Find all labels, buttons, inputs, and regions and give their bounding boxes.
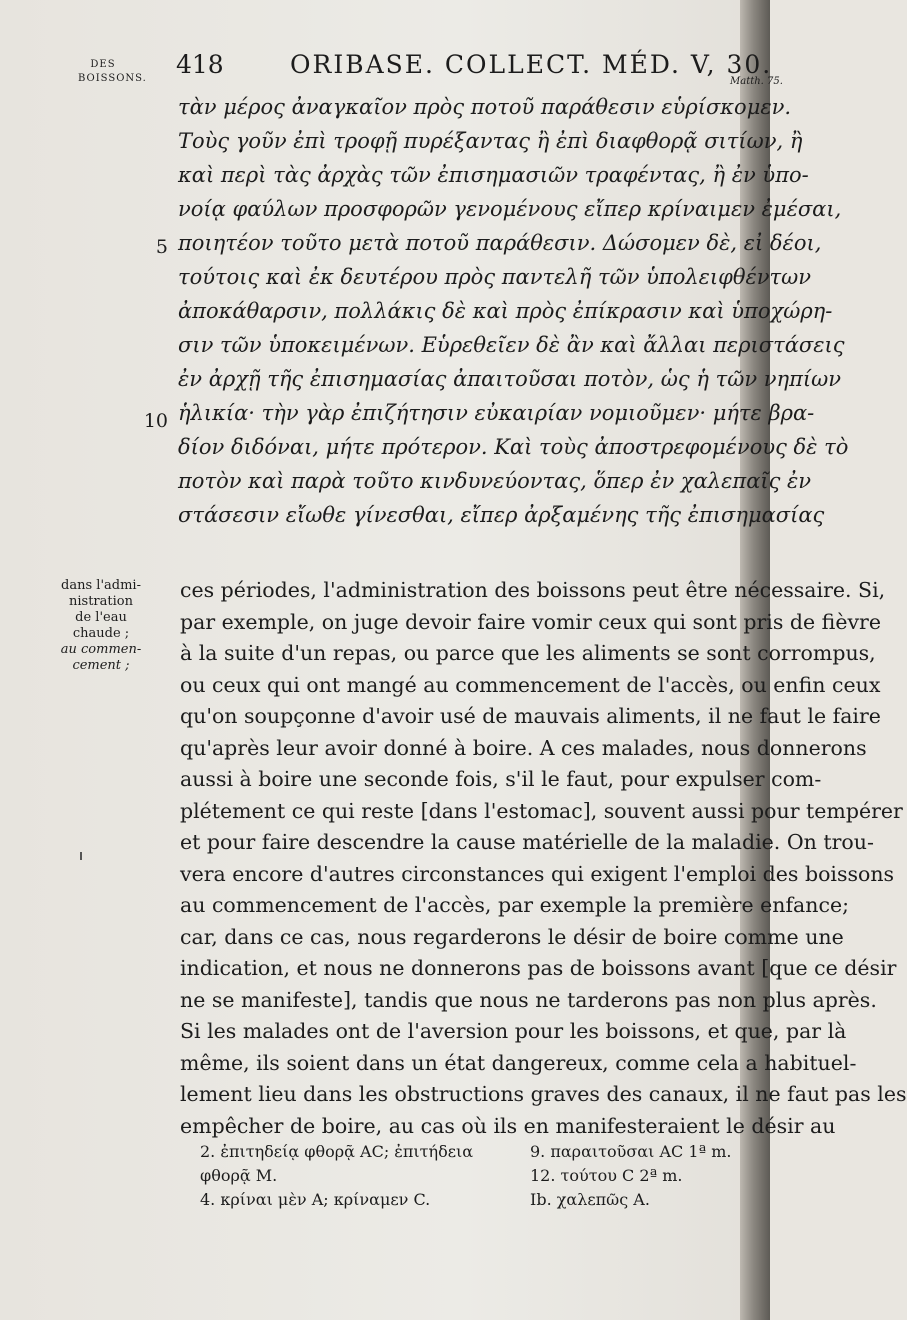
french-line: à la suite d'un repas, ou parce que les aliments se sont corrompus, — [180, 641, 876, 665]
running-head-line: DES — [90, 59, 116, 70]
french-line: car, dans ce cas, nous regarderons le désir de boire comme une — [180, 924, 844, 949]
footnotes-left — [200, 1140, 473, 1212]
running-head — [78, 58, 147, 86]
french-line: vera encore d'autres circonstances qui exigent l'emploi des boissons — [180, 861, 895, 886]
greek-text — [178, 90, 849, 532]
footnotes-right — [530, 1140, 731, 1212]
margin-tick — [80, 852, 82, 860]
greek-line: σιν τῶν ὑποκειμένων. Εὑρεθεῖεν δὲ ἂν καὶ ἄλλαι περιστάσεις — [178, 333, 845, 357]
french-line: ces périodes, l'administration des boissons peut être nécessaire. Si, — [180, 578, 886, 602]
footnote-line: 4. κρίναι μὲν A; κρίναμεν C. — [200, 1190, 431, 1209]
french-translation — [180, 575, 907, 1142]
footnote-line: 9. παραιτοῦσαι AC 1ª m. — [530, 1142, 732, 1161]
margin-note-line: chaude ; — [72, 626, 130, 641]
margin-note-line: de l'eau — [75, 610, 127, 625]
french-line: aussi à boire une seconde fois, s'il le faut, pour expulser com- — [180, 767, 822, 791]
greek-line: ἀποκάθαρσιν, πολλάκις δὲ καὶ πρὸς ἐπίκρασιν καὶ ὑποχώρη- — [178, 299, 833, 323]
margin-note — [40, 578, 162, 674]
footnote-line: φθορᾷ M. — [200, 1166, 278, 1185]
french-line: et pour faire descendre la cause matérielle de la maladie. On trou- — [180, 830, 874, 854]
greek-line: τὰν μέρος ἀναγκαῖον πρὸς ποτοῦ παράθεσιν εὑρίσκομεν. — [178, 95, 792, 119]
margin-note-line: au commen- — [60, 642, 142, 657]
french-line: lement lieu dans les obstructions graves des canaux, il ne faut pas les — [180, 1082, 907, 1106]
line-number: 10 — [143, 410, 168, 432]
french-line: indication, et nous ne donnerons pas de boissons avant [que ce désir — [180, 956, 897, 980]
greek-line: ἐν ἀρχῇ τῆς ἐπισημασίας ἀπαιτοῦσαι ποτὸν, ὡς ἡ τῶν νηπίων — [178, 367, 842, 391]
footnote-line: 2. ἐπιτηδείᾳ φθορᾷ AC; ἐπιτήδεια — [200, 1142, 474, 1161]
french-line: par exemple, on juge devoir faire vomir ceux qui sont pris de fièvre — [180, 609, 881, 634]
line-number: 5 — [155, 236, 168, 258]
footnote-line: Ib. χαλεπῶς A. — [530, 1190, 650, 1209]
french-line: plétement ce qui reste [dans l'estomac], souvent aussi pour tempérer — [180, 798, 903, 823]
french-line: ou ceux qui ont mangé au commencement de l'accès, ou enfin ceux — [180, 672, 881, 697]
page-number: 418 — [176, 50, 224, 79]
french-line: ne se manifeste], tandis que nous ne tarderons pas non plus après. — [180, 987, 877, 1012]
margin-note-line: cement ; — [72, 658, 130, 673]
running-title: ORIBASE. COLLECT. MÉD. V, 30. — [290, 50, 773, 79]
greek-line: καὶ περὶ τὰς ἀρχὰς τῶν ἐπισημασιῶν τραφέντας, ἢ ἐν ὑπο- — [178, 163, 809, 187]
greek-line: ἡλικία· τὴν γὰρ ἐπιζήτησιν εὐκαιρίαν νομιοῦμεν· μήτε βρα- — [178, 401, 815, 425]
footnote-line: 12. τούτου C 2ª m. — [530, 1166, 683, 1185]
greek-line: στάσεσιν εἴωθε γίνεσθαι, εἴπερ ἀρξαμένης τῆς ἐπισημασίας — [178, 503, 825, 527]
french-line: au commencement de l'accès, par exemple la première enfance; — [180, 893, 849, 917]
french-line: Si les malades ont de l'aversion pour les boissons, et que, par là — [180, 1019, 847, 1043]
french-line: qu'après leur avoir donné à boire. A ces malades, nous donnerons — [180, 735, 867, 760]
french-line: empêcher de boire, au cas où ils en manifesteraient le désir au — [180, 1113, 836, 1138]
reference-note: Matth. 75. — [730, 76, 783, 87]
greek-line: ποτὸν καὶ παρὰ τοῦτο κινδυνεύοντας, ὅπερ ἐν χαλεπαῖς ἐν — [178, 469, 812, 493]
margin-note-line: dans l'admi- — [61, 578, 141, 593]
greek-line: ποιητέον τοῦτο μετὰ ποτοῦ παράθεσιν. Δώσομεν δὲ, εἰ δέοι, — [178, 231, 822, 255]
french-line: qu'on soupçonne d'avoir usé de mauvais aliments, il ne faut le faire — [180, 704, 881, 728]
french-line: même, ils soient dans un état dangereux, comme cela a habituel- — [180, 1050, 857, 1075]
greek-line: Τοὺς γοῦν ἐπὶ τροφῇ πυρέξαντας ἢ ἐπὶ διαφθορᾷ σιτίων, ἢ — [178, 129, 803, 153]
greek-line: τούτοις καὶ ἐκ δευτέρου πρὸς παντελῆ τῶν ὑπολειφθέντων — [178, 265, 812, 289]
running-head-line: BOISSONS. — [78, 73, 147, 84]
margin-note-line: nistration — [69, 594, 133, 609]
greek-line: δίον διδόναι, μήτε πρότερον. Καὶ τοὺς ἀποστρεφομένους δὲ τὸ — [178, 435, 849, 459]
greek-line: νοίᾳ φαύλων προσφορῶν γενομένους εἴπερ κρίναιμεν ἐμέσαι, — [178, 197, 842, 221]
